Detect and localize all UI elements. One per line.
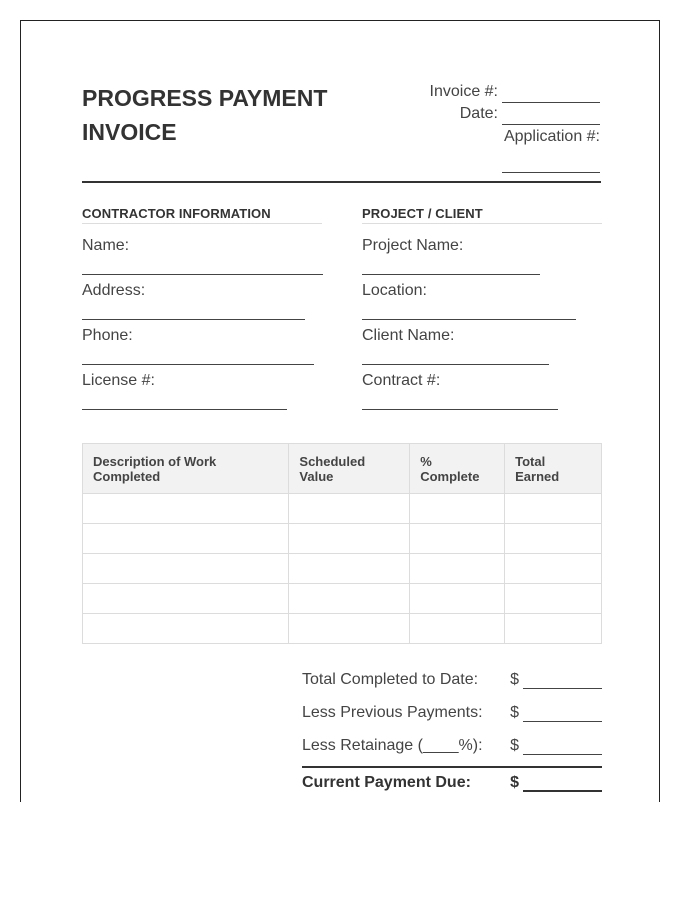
contract-number-label: Contract #:: [362, 372, 441, 389]
date-row: [340, 103, 600, 125]
percent-complete-cell[interactable]: [410, 614, 505, 644]
scheduled-value-cell[interactable]: [289, 584, 410, 614]
percent-header-line1: %: [420, 453, 432, 469]
table-row: [83, 614, 602, 644]
scheduled-header-line2: Value: [299, 468, 334, 484]
previous-payments-value: [510, 704, 602, 722]
description-header-line1: Description of Work: [93, 453, 217, 469]
total-earned-cell[interactable]: [505, 614, 602, 644]
description-cell[interactable]: [83, 494, 289, 524]
project-location-label: Location:: [362, 282, 427, 299]
work-table-header-row: [83, 444, 602, 494]
total-completed-value: [510, 671, 602, 689]
scheduled-value-cell[interactable]: [289, 554, 410, 584]
application-number-line-row: [340, 148, 600, 176]
current-payment-due-row: [302, 768, 602, 801]
contractor-license-line[interactable]: [82, 409, 287, 410]
contractor-phone-field: [82, 314, 322, 359]
client-name-label: Client Name:: [362, 327, 455, 344]
description-cell[interactable]: [83, 554, 289, 584]
percent-complete-cell[interactable]: [410, 494, 505, 524]
work-table: [82, 443, 602, 644]
invoice-title-line2: INVOICE: [82, 119, 177, 145]
total-earned-cell[interactable]: [505, 584, 602, 614]
contractor-heading: CONTRACTOR INFORMATION: [82, 205, 322, 224]
scheduled-header-line1: Scheduled: [299, 453, 366, 469]
total-completed-label: Total Completed to Date:: [302, 671, 479, 688]
table-row: [83, 524, 602, 554]
current-payment-due-field[interactable]: [523, 774, 602, 792]
total-completed-field[interactable]: [523, 672, 602, 689]
contractor-name-field: [82, 224, 322, 269]
application-number-label: Application #:: [503, 128, 600, 145]
description-cell[interactable]: [83, 584, 289, 614]
scheduled-value-cell[interactable]: [289, 524, 410, 554]
date-field[interactable]: [502, 107, 600, 125]
currency-symbol: $: [510, 704, 519, 721]
table-row: [83, 554, 602, 584]
project-section: [362, 205, 602, 404]
description-header-line2: Completed: [93, 468, 161, 484]
total-earned-cell[interactable]: [505, 524, 602, 554]
contractor-name-label: Name:: [82, 237, 130, 254]
scheduled-value-header: [289, 444, 410, 494]
contractor-section: [82, 205, 322, 404]
percent-complete-header: [410, 444, 505, 494]
invoice-title-line1: PROGRESS PAYMENT: [82, 85, 328, 111]
contractor-phone-label: Phone:: [82, 327, 133, 344]
earned-header-line2: Earned: [515, 468, 560, 484]
table-row: [83, 494, 602, 524]
project-name-label: Project Name:: [362, 237, 464, 254]
totals-section: [302, 666, 602, 801]
description-cell[interactable]: [83, 614, 289, 644]
contractor-license-label: License #:: [82, 372, 155, 389]
percent-complete-cell[interactable]: [410, 584, 505, 614]
current-payment-due-label: Current Payment Due:: [302, 774, 471, 791]
contractor-address-label: Address:: [82, 282, 146, 299]
total-earned-header: [505, 444, 602, 494]
total-completed-row: [302, 666, 602, 699]
contract-number-field: [362, 359, 602, 404]
previous-payments-row: [302, 699, 602, 732]
client-name-field: [362, 314, 602, 359]
description-cell[interactable]: [83, 524, 289, 554]
retainage-field[interactable]: [523, 738, 602, 755]
application-number-field[interactable]: [502, 148, 600, 173]
table-row: [83, 584, 602, 614]
contractor-address-field: [82, 269, 322, 314]
contract-number-line[interactable]: [362, 409, 558, 410]
invoice-number-row: [340, 81, 600, 103]
application-number-row: [340, 126, 600, 148]
contractor-license-field: [82, 359, 322, 404]
percent-complete-cell[interactable]: [410, 554, 505, 584]
project-location-field: [362, 269, 602, 314]
earned-header-line1: Total: [515, 453, 546, 469]
project-heading: PROJECT / CLIENT: [362, 205, 602, 224]
header-divider: [82, 181, 601, 183]
scheduled-value-cell[interactable]: [289, 494, 410, 524]
retainage-label: Less Retainage (____%):: [302, 737, 483, 754]
percent-header-line2: Complete: [420, 468, 480, 484]
currency-symbol: $: [510, 737, 519, 754]
currency-symbol: $: [510, 774, 519, 791]
invoice-number-label: Invoice #:: [429, 83, 498, 100]
project-name-field: [362, 224, 602, 269]
date-label: Date:: [459, 105, 498, 122]
retainage-value: [510, 737, 602, 755]
previous-payments-field[interactable]: [523, 705, 602, 722]
percent-complete-cell[interactable]: [410, 524, 505, 554]
invoice-number-field[interactable]: [502, 85, 600, 103]
scheduled-value-cell[interactable]: [289, 614, 410, 644]
currency-symbol: $: [510, 671, 519, 688]
description-header: [83, 444, 289, 494]
total-earned-cell[interactable]: [505, 494, 602, 524]
current-payment-due-value: [510, 774, 602, 792]
retainage-row: [302, 732, 602, 765]
invoice-meta: [340, 81, 600, 176]
previous-payments-label: Less Previous Payments:: [302, 704, 483, 721]
total-earned-cell[interactable]: [505, 554, 602, 584]
invoice-sheet: [20, 20, 660, 802]
